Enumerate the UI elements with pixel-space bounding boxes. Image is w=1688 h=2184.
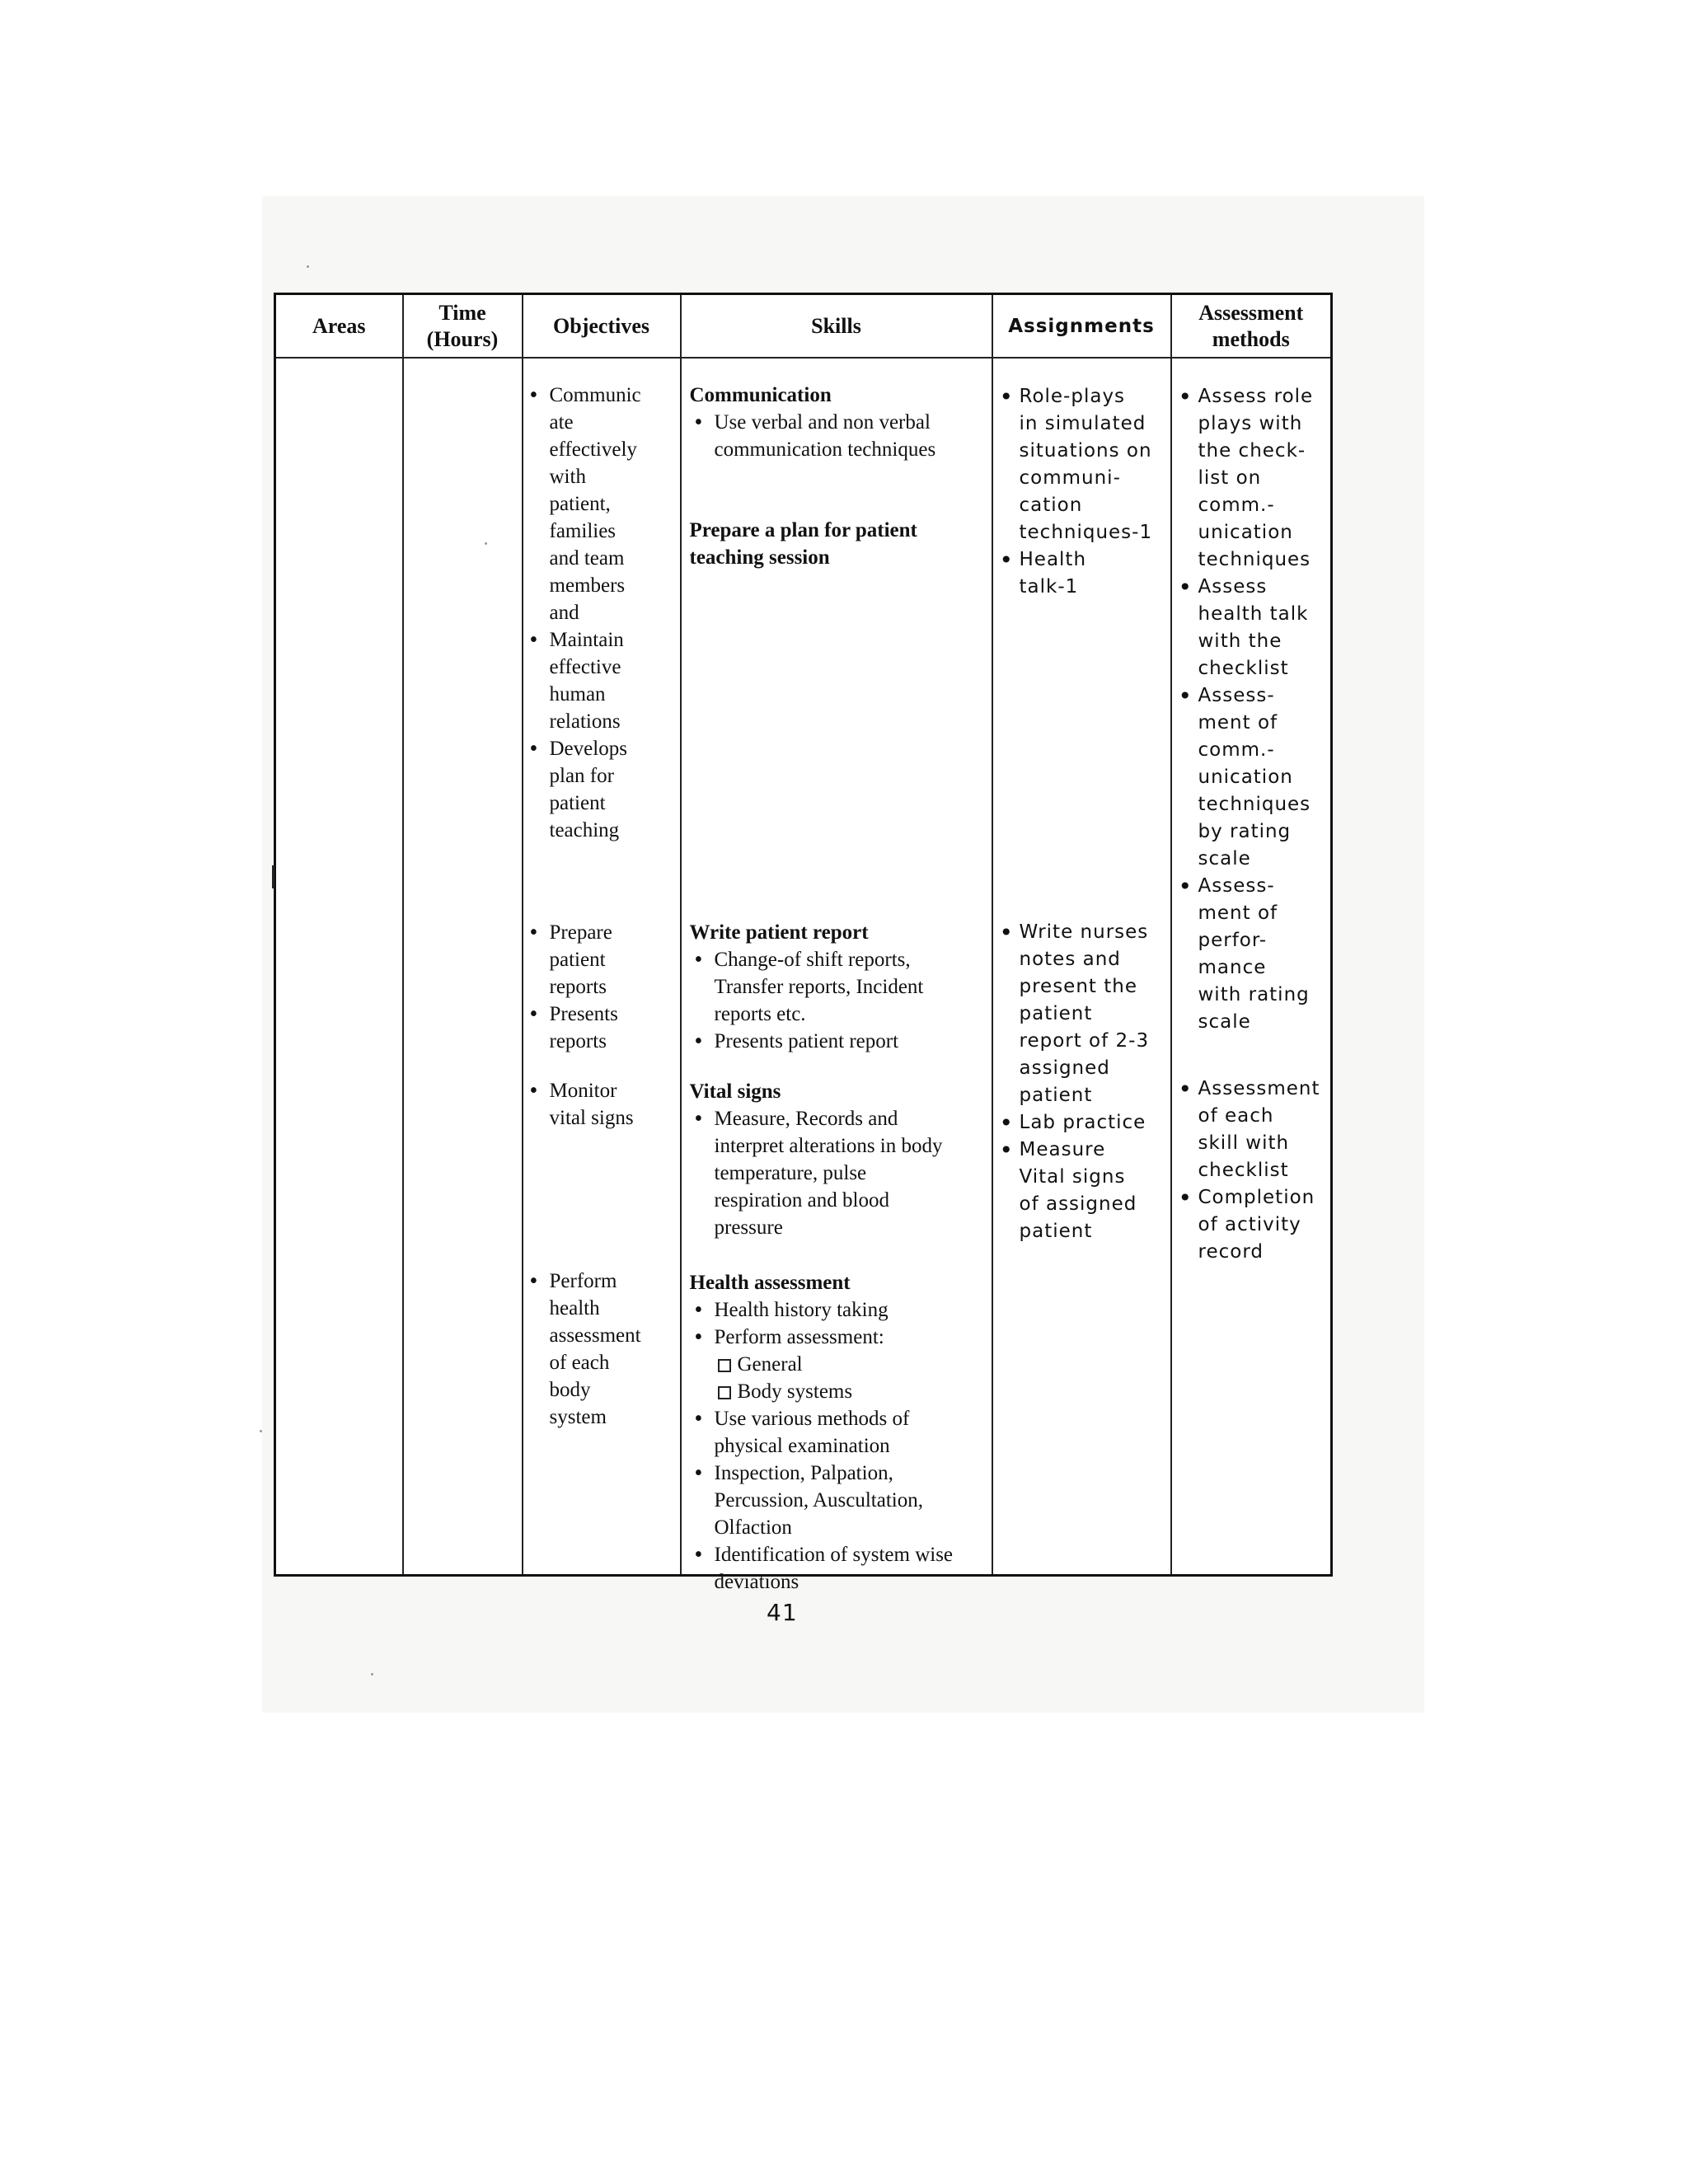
text-line: health talk (1198, 603, 1309, 625)
text-line: unication (1198, 522, 1293, 543)
text-line: with rating (1198, 984, 1310, 1005)
skill-title: teaching session (689, 546, 830, 569)
text-line: report of 2-3 (1019, 1030, 1150, 1052)
text-line: effectively (549, 438, 637, 461)
text-line: ment of (1198, 902, 1278, 924)
text-line: families (549, 520, 617, 542)
skill-section-patient-report (682, 919, 992, 1055)
text-line: Inspection, Palpation, (714, 1462, 893, 1484)
objectives-list-4 (523, 1268, 680, 1431)
objectives-cell (523, 358, 681, 1576)
text-line: checklist (1198, 1160, 1289, 1181)
curriculum-table (274, 293, 1333, 1593)
text-line: patient (549, 949, 606, 971)
text-line: members (549, 574, 626, 597)
text-line: record (1198, 1241, 1264, 1263)
text-line: list on (1198, 467, 1262, 489)
text-line: Olfaction (714, 1516, 792, 1539)
text-line: notes and (1019, 949, 1121, 970)
text-line: deviations (714, 1571, 799, 1593)
objective-item (523, 1001, 680, 1055)
skill-item (688, 1405, 992, 1460)
text-line: present the (1019, 976, 1137, 997)
text-line: reports (549, 976, 607, 998)
text-line: body (549, 1379, 591, 1401)
text-line: unication (1198, 766, 1293, 788)
assignment-item (993, 919, 1170, 1109)
text-line: checklist (1198, 658, 1289, 679)
text-line: relations (549, 710, 621, 733)
text-line: comm.- (1198, 494, 1275, 516)
objective-item (523, 382, 680, 626)
skill-subitem: Body systems (715, 1378, 992, 1405)
text-line: Write nurses (1019, 921, 1149, 943)
scan-speck (307, 265, 309, 268)
assessment-item (1172, 873, 1331, 1036)
skill-item (688, 1324, 992, 1405)
table-header-row (275, 294, 1332, 359)
text-line: Prepare (549, 921, 612, 944)
skill-section-health-assessment (682, 1269, 992, 1596)
text-line: Change-of shift reports, (714, 949, 911, 971)
scan-speck (371, 1673, 373, 1675)
text-line: Assess role (1198, 386, 1314, 407)
text-line: comm.- (1198, 739, 1275, 761)
text-line: health (549, 1297, 600, 1319)
text-line: techniques (1198, 549, 1311, 570)
header-time: Time (Hours) (403, 294, 523, 359)
text-line: Presents (549, 1003, 618, 1025)
assessment-item (1172, 383, 1331, 574)
text-line: techniques-1 (1019, 522, 1153, 543)
text-line: Identification of system wise (714, 1544, 954, 1566)
objectives-list-2 (523, 919, 680, 1055)
skill-item (688, 1028, 992, 1055)
assignment-item (993, 1137, 1170, 1245)
text-line: Assess- (1198, 685, 1275, 706)
skill-item (688, 1460, 992, 1541)
skill-title: Health assessment (689, 1272, 851, 1294)
scan-edge-mark (272, 865, 274, 888)
text-line: plays with (1198, 413, 1303, 434)
text-line: effective (549, 656, 621, 678)
skill-item (688, 409, 992, 463)
skill-title: Communication (689, 384, 832, 406)
text-line: respiration and blood (714, 1189, 889, 1212)
text-line: ate (549, 411, 574, 434)
text-line: Presents patient report (714, 1030, 899, 1052)
text-line: situations on (1019, 440, 1152, 462)
assignment-item (993, 1109, 1170, 1137)
assessment-methods-cell (1171, 358, 1332, 1576)
text-line: patient (1019, 1221, 1093, 1242)
text-line: patient (549, 792, 606, 814)
assignment-item (993, 383, 1170, 546)
text-line: Measure (1019, 1139, 1106, 1160)
skills-cell (681, 358, 992, 1593)
header-assignments: Assignments (992, 294, 1171, 359)
text-line: patient, (549, 493, 611, 515)
header-skills: Skills (681, 294, 992, 359)
text-line: of each (549, 1352, 610, 1374)
text-line: Assessment (1198, 1078, 1320, 1099)
assignments-cell (992, 358, 1171, 1576)
text-line: patient (1019, 1085, 1093, 1106)
assignments-list-2 (993, 919, 1170, 1245)
text-line: communi- (1019, 467, 1121, 489)
text-line: scale (1198, 1011, 1251, 1033)
text-line: Vital signs (1019, 1166, 1126, 1188)
objectives-list-1 (523, 382, 680, 844)
assessment-item (1172, 1184, 1331, 1266)
text-line: and (549, 602, 579, 624)
text-line: assessment (549, 1324, 641, 1347)
text-line: techniques (1198, 794, 1311, 815)
text-line: Health history taking (714, 1299, 889, 1321)
skill-subitem: General (715, 1351, 992, 1378)
text-line: Role-plays (1019, 386, 1126, 407)
text-line: Develops (549, 738, 627, 760)
text-line: Communic (549, 384, 641, 406)
text-line: temperature, pulse (714, 1162, 867, 1184)
objective-item (523, 1077, 680, 1132)
objective-item (523, 919, 680, 1001)
skill-section-vital-signs (682, 1078, 992, 1241)
text-line: Perform assessment: (714, 1326, 884, 1348)
text-line: Assess- (1198, 875, 1275, 897)
text-line: human (549, 683, 606, 705)
text-line: Lab practice (1019, 1112, 1146, 1133)
text-line: Measure, Records and (714, 1108, 898, 1130)
assessment-list-1 (1172, 383, 1331, 1036)
text-line: by rating (1198, 821, 1292, 842)
text-line: Health (1019, 549, 1087, 570)
text-line: system (549, 1406, 607, 1428)
text-line: reports (549, 1030, 607, 1052)
text-line: reports etc. (714, 1003, 806, 1025)
text-line: of activity (1198, 1214, 1301, 1235)
text-line: of assigned (1019, 1193, 1137, 1215)
text-line: assigned (1019, 1057, 1110, 1079)
header-objectives: Objectives (523, 294, 681, 359)
skill-title: Vital signs (689, 1080, 781, 1103)
text-line: skill with (1198, 1132, 1290, 1154)
assessment-list-2 (1172, 1076, 1331, 1266)
text-line: perfor- (1198, 930, 1268, 951)
table-body-row (275, 358, 1332, 1576)
text-line: the check- (1198, 440, 1306, 462)
text-line: talk-1 (1019, 576, 1079, 598)
skill-item (688, 1105, 992, 1241)
assignment-item (993, 546, 1170, 601)
objective-item (523, 626, 680, 735)
skill-title: Write patient report (689, 921, 869, 944)
areas-cell (275, 358, 403, 1576)
objective-item (523, 1268, 680, 1431)
header-assessment-methods: Assessment methods (1171, 294, 1332, 359)
objectives-list-3 (523, 1077, 680, 1132)
skill-item (688, 946, 992, 1028)
scan-speck (485, 542, 487, 545)
text-line: interpret alterations in body (714, 1135, 943, 1157)
text-line: pressure (714, 1216, 783, 1239)
text-line: communication techniques (714, 438, 936, 461)
assignments-list-1 (993, 383, 1170, 601)
scan-speck (260, 1430, 262, 1432)
skill-section-teaching-plan (682, 517, 992, 571)
skill-item (688, 1296, 992, 1324)
text-line: vital signs (549, 1107, 634, 1129)
objective-item (523, 735, 680, 844)
skill-section-communication (682, 382, 992, 463)
text-line: with (549, 466, 586, 488)
skill-title: Prepare a plan for patient (689, 519, 917, 541)
text-line: Use various methods of (714, 1408, 910, 1430)
text-line: ment of (1198, 712, 1278, 733)
text-line: Monitor (549, 1080, 617, 1102)
assessment-item (1172, 1076, 1331, 1184)
text-line: Assess (1198, 576, 1268, 598)
text-line: with the (1198, 630, 1282, 652)
text-line: and team (549, 547, 625, 569)
text-line: of each (1198, 1105, 1274, 1127)
text-line: Perform (549, 1270, 617, 1292)
assessment-item (1172, 682, 1331, 873)
text-line: in simulated (1019, 413, 1146, 434)
assessment-item (1172, 574, 1331, 682)
text-line: Use verbal and non verbal (714, 411, 931, 434)
skill-item (688, 1541, 992, 1596)
header-areas: Areas (275, 294, 403, 359)
text-line: patient (1019, 1003, 1093, 1024)
page-number: 41 (767, 1599, 798, 1626)
text-line: Completion (1198, 1187, 1315, 1208)
time-cell (403, 358, 523, 1576)
text-line: cation (1019, 494, 1083, 516)
text-line: scale (1198, 848, 1251, 869)
text-line: mance (1198, 957, 1267, 978)
text-line: physical examination (714, 1435, 890, 1457)
text-line: Maintain (549, 629, 624, 651)
text-line: plan for (549, 765, 614, 787)
text-line: Percussion, Auscultation, (714, 1489, 923, 1511)
text-line: teaching (549, 819, 620, 841)
text-line: Transfer reports, Incident (714, 976, 924, 998)
